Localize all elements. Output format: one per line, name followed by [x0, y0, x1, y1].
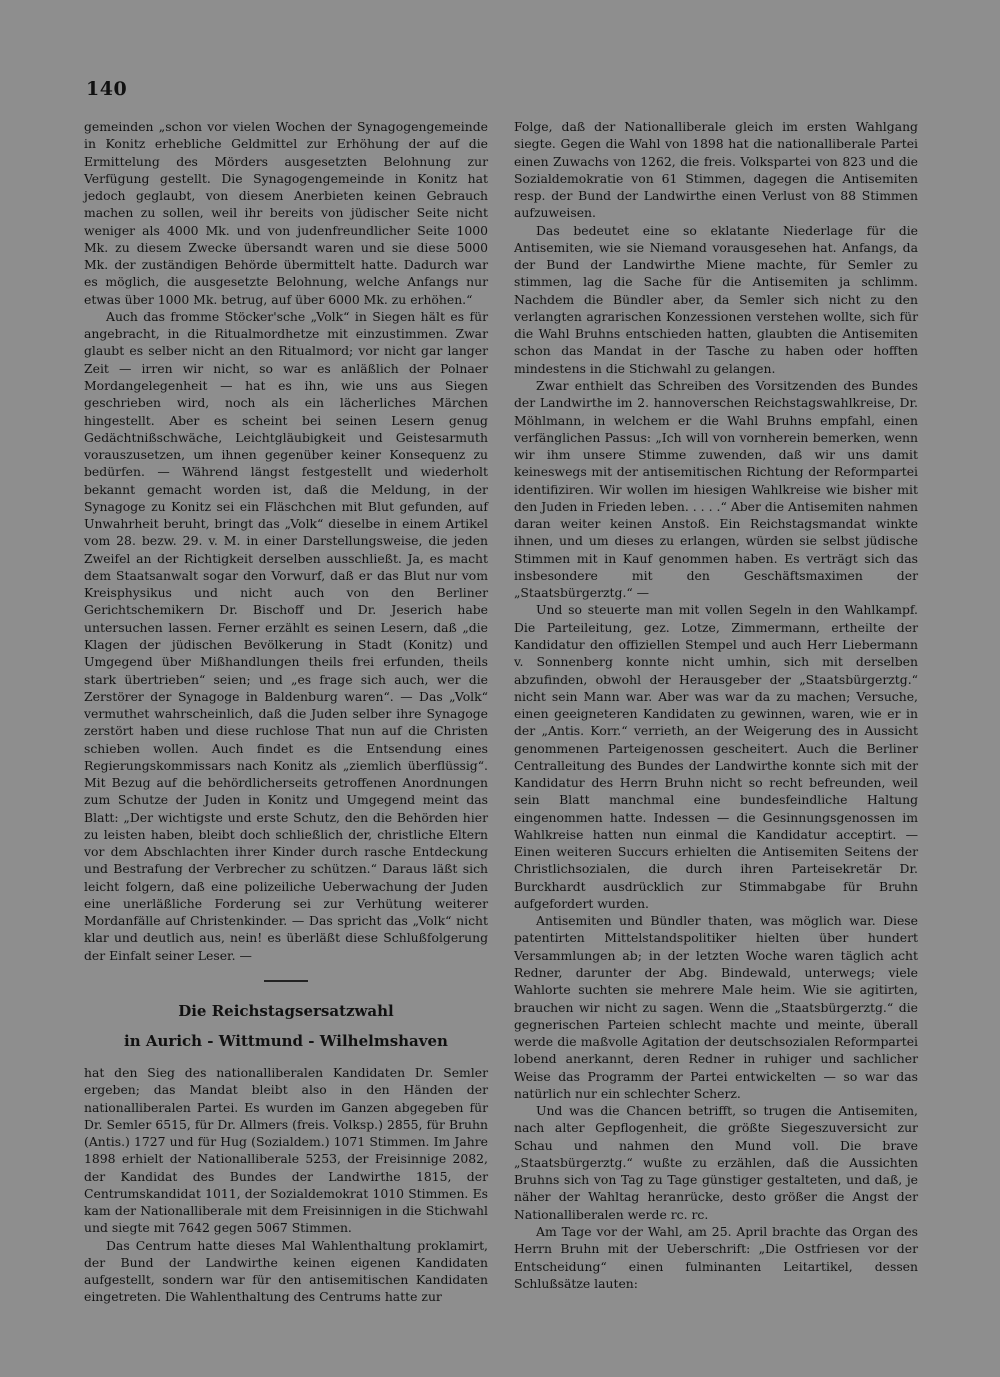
paragraph: Das bedeutet eine so eklatante Niederlage für die Antisemiten, wie sie Niemand vorausgesehen hat. Anfangs, da der Bund der Landwirthe Miene machte, für Semler zu stimmen, lag die Sache für die Antisemiten ja schlimm. Nachdem die Bündler aber, da Semler sich nicht zu den verlangten agrarischen Konzessionen verstehen wollte, sich für die Wahl Bruhns entschieden hatten, glaubten die Antisemiten schon das Mandat in der Tasche zu haben oder hofften mindestens in die Stichwahl zu gelangen.	[514, 222, 918, 376]
section-divider	[264, 980, 308, 982]
paragraph: Auch das fromme Stöcker'sche „Volk“ in Siegen hält es für angebracht, in die Ritualmordhetze mit einzustimmen. Zwar glaubt es selber nicht an den Ritualmord; vor nicht gar langer Zeit — irren wir nicht, so war es anläßlich der Polnaer Mordangelegenheit — hat es ihn, wie uns aus Siegen geschrieben wird, noch als ein lächerliches Märchen hingestellt. Aber es scheint bei seinen Lesern genug Gedächtnißschwäche, Leichtgläubigkeit und Geistesarmuth vorauszusetzen, um ihnen gegenüber keiner Konsequenz zu bedürfen. — Während längst festgestellt und wiederholt bekannt gemacht worden ist, daß die Meldung, in der Synagoge zu Konitz sei ein Fläschchen mit Blut gefunden, auf Unwahrheit beruht, bringt das „Volk“ dieselbe in einem Artikel vom 28. bezw. 29. v. M. in einer Darstellungsweise, die jeden Zweifel an der Richtigkeit derselben ausschließt. Ja, es macht dem Staatsanwalt sogar den Vorwurf, daß er das Blut nur vom Kreisphysikus und nicht auch von den Berliner Gerichtschemikern Dr. Bischoff und Dr. Jeserich habe untersuchen lassen. Ferner erzählt es seinen Lesern, daß „die Klagen der jüdischen Bevölkerung in Stadt (Konitz) und Umgegend über Mißhandlungen theils frei erfunden, theils stark übertrieben“ seien; und „es frage sich auch, wer die Zerstörer der Synagoge in Baldenburg waren“. — Das „Volk“ vermuthet wahrscheinlich, daß die Juden selber ihre Synagoge zerstört haben und diese ruchlose That nun auf die Christen schieben wollen. Auch findet es die Entsendung eines Regierungskommissars nach Konitz als „ziemlich überflüssig“. Mit Bezug auf die behördlicherseits getroffenen Anordnungen zum Schutze der Juden in Konitz und Umgegend meint das Blatt: „Der wichtigste und erste Schutz, den die Behörden hier zu leisten haben, bleibt doch schließlich der, christliche Eltern vor dem Abschlachten ihrer Kinder durch rasche Entdeckung und Bestrafung der Verbrecher zu schützen.“ Daraus läßt sich leicht folgern, daß eine polizeiliche Ueberwachung der Juden eine unerläßliche Forderung sei zur Verhütung weiterer Mordanfälle auf Christenkinder. — Das spricht das „Volk“ nicht klar und deutlich aus, nein! es überläßt diese Schlußfolgerung der Einfalt seiner Leser. —	[84, 308, 488, 963]
paragraph: Und was die Chancen betrifft, so trugen die Antisemiten, nach alter Gepflogenheit, die größte Siegeszuversicht zur Schau und nahmen den Mund voll. Die brave „Staatsbürgerztg.“ wußte zu erzählen, daß die Aussichten Bruhns sich von Tag zu Tage günstiger gestalteten, und daß, je näher der Wahltag heranrücke, desto größer die Angst der Nationalliberalen werde rc. rc.	[514, 1103, 918, 1222]
right-column	[514, 118, 918, 1292]
paragraph: Und so steuerte man mit vollen Segeln in den Wahlkampf. Die Parteileitung, gez. Lotze, Zimmermann, ertheilte der Kandidatur den offiziellen Stempel und auch Herr Liebermann v. Sonnenberg konnte nicht umhin, sich mit derselben abzufinden, obwohl der Herausgeber der „Staatsbürgerztg.“ nicht sein Mann war. Aber was war da zu machen; Versuche, einen geeigneteren Kandidaten zu gewinnen, waren, wie er in der „Antis. Korr.“ verrieth, an der Weigerung des in Aussicht genommenen Parteigenossen gescheitert. Auch die Berliner Centralleitung des Bundes der Landwirthe konnte sich mit der Kandidatur des Herrn Bruhn nicht so recht befreunden, weil sein Blatt manchmal eine bundesfeindliche Haltung eingenommen hatte. Indessen — die Gesinnungsgenossen im Wahlkreise hatten nun einmal die Kandidatur acceptirt. — Einen weiteren Succurs erhielten die Antisemiten Seitens der Christlichsozialen, die durch ihren Parteisekretär Dr. Burckhardt ausdrücklich zur Stimmabgabe für Bruhn aufgefordert wurden.	[514, 602, 918, 911]
left-column	[84, 118, 488, 1306]
paragraph: Folge, daß der Nationalliberale gleich im ersten Wahlgang siegte. Gegen die Wahl von 1898 hat die nationalliberale Partei einen Zuwachs von 1262, die freis. Volkspartei von 823 und die Sozialdemokratie von 61 Stimmen, dagegen die Antisemiten resp. der Bund der Landwirthe einen Verlust von 88 Stimmen aufzuweisen.	[514, 119, 918, 221]
heading-line: Die Reichstagsersatzwahl	[178, 1002, 394, 1021]
heading-line: in Aurich - Wittmund - Wilhelmshaven	[124, 1032, 448, 1051]
paragraph: hat den Sieg des nationalliberalen Kandidaten Dr. Semler ergeben; das Mandat bleibt also in den Händen der nationalliberalen Partei. Es wurden im Ganzen abgegeben für Dr. Semler 6515, für Dr. Allmers (freis. Volksp.) 2855, für Bruhn (Antis.) 1727 und für Hug (Sozialdem.) 1071 Stimmen. Im Jahre 1898 erhielt der Nationalliberale 5253, der Freisinnige 2082, der Kandidat des Bundes der Landwirthe 1815, der Centrumskandidat 1011, der Sozialdemokrat 1010 Stimmen. Es kam der Nationalliberale mit dem Freisinnigen in die Stichwahl und siegte mit 7642 gegen 5067 Stimmen.	[84, 1065, 488, 1236]
paragraph: Antisemiten und Bündler thaten, was möglich war. Diese patentirten Mittelstandspolitiker hielten über hundert Versammlungen ab; in der letzten Woche waren täglich acht Redner, darunter der Abg. Bindewald, unterwegs; viele Wahlorte suchten sie mehrere Male heim. Wie sie agitirten, brauchen wir nicht zu sagen. Wenn die „Staatsbürgerztg.“ die gegnerischen Parteien schlecht machte und meinte, überall werde die maßvolle Agitation der deutschsozialen Reformpartei lobend anerkannt, deren Redner in ruhiger und sachlicher Weise das Programm der Partei entwickelten — so war das natürlich nur ein schlechter Scherz.	[514, 913, 918, 1101]
section-heading	[84, 996, 488, 1056]
paragraph: Zwar enthielt das Schreiben des Vorsitzenden des Bundes der Landwirthe im 2. hannoverschen Reichstagswahlkreise, Dr. Möhlmann, in welchem er die Wahl Bruhns empfahl, einen verfänglichen Passus: „Ich will von vornherein bemerken, wenn wir ihm unsere Stimme zuwenden, daß wir uns damit keineswegs mit der antisemitischen Richtung der Reformpartei identifiziren. Wir wollen im hiesigen Wahlkreise wie bisher mit den Juden in Frieden leben. . . . .“ Aber die Antisemiten nahmen daran weiter keinen Anstoß. Ein Reichstagsmandat winkte ihnen, und um dieses zu erlangen, würden sie selbst jüdische Stimmen mit in Kauf genommen haben. Es verträgt sich das insbesondere mit den Geschäftsmaximen der „Staatsbürgerztg.“ —	[514, 377, 918, 601]
paragraph: Das Centrum hatte dieses Mal Wahlenthaltung proklamirt, der Bund der Landwirthe keinen eigenen Kandidaten aufgestellt, sondern war für den antisemitischen Kandidaten eingetreten. Die Wahlenthaltung des Centrums hatte zur	[84, 1237, 488, 1305]
paragraph: Am Tage vor der Wahl, am 25. April brachte das Organ des Herrn Bruhn mit der Ueberschrift: „Die Ostfriesen vor der Entscheidung“ einen fulminanten Leitartikel, dessen Schlußsätze lauten:	[514, 1224, 918, 1291]
paragraph: gemeinden „schon vor vielen Wochen der Synagogengemeinde in Konitz erhebliche Geldmittel zur Erhöhung der auf die Ermittelung des Mörders ausgesetzten Belohnung zur Verfügung gestellt. Die Synagogengemeinde in Konitz hat jedoch geglaubt, von diesem Anerbieten keinen Gebrauch machen zu sollen, weil ihr bereits von jüdischer Seite nicht weniger als 4000 Mk. und von judenfreundlicher Seite 1000 Mk. zu diesem Zwecke übersandt waren und sie diese 5000 Mk. der zuständigen Behörde übermittelt hatte. Dadurch war es möglich, die ausgesetzte Belohnung, welche Anfangs nur etwas über 1000 Mk. betrug, auf über 6000 Mk. zu erhöhen.“	[84, 119, 488, 307]
page-number: 140	[86, 78, 128, 100]
